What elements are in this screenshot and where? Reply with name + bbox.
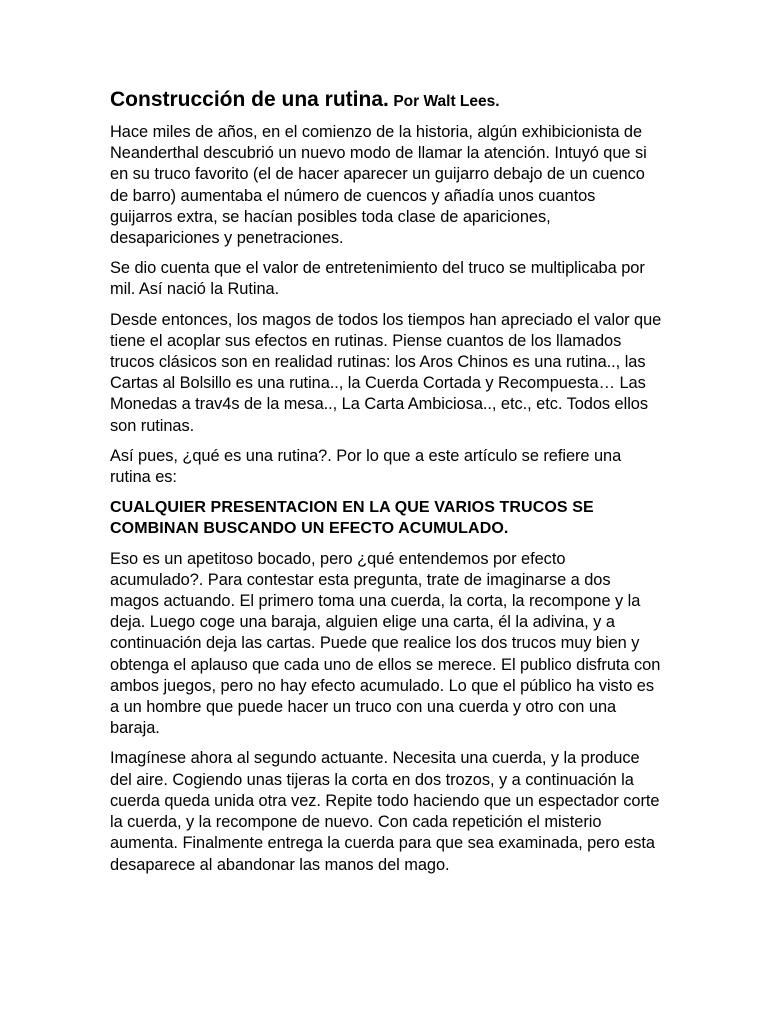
document-heading bbox=[110, 86, 662, 116]
paragraph-6: Eso es un apetitoso bocado, pero ¿qué entendemos por efecto acumulado?. Para contestar esta pregunta, trate de imaginarse a dos magos actuando. El primero toma una cuerda, la corta, la recompone y la deja. Luego coge una baraja, alguien elige una carta, él la adivina, y a continuación deja las cartas. Puede que realice los dos trucos muy bien y obtenga el aplauso que cada uno de ellos se merece. El publico disfruta con ambos juegos, pero no hay efecto acumulado. Lo que el público ha visto es a un hombre que puede hacer un truco con una cuerda y otro con una baraja. bbox=[110, 549, 661, 738]
document-author: Por Walt Lees. bbox=[393, 93, 500, 110]
routine-definition: CUALQUIER PRESENTACION EN LA QUE VARIOS TRUCOS SE COMBINAN BUSCANDO UN EFECTO ACUMULADO. bbox=[110, 499, 594, 538]
paragraph-1: Hace miles de años, en el comienzo de la historia, algún exhibicionista de Neanderthal descubrió un nuevo modo de llamar la atención. Intuyó que si en su truco favorito (el de hacer aparecer un guijarro debajo de un cuenco de barro) aumentaba el número de cuencos y añadía unos cuantos guijarros extra, se hacían posibles toda clase de apariciones, desapariciones y penetraciones. bbox=[110, 123, 647, 248]
paragraph-7: Imagínese ahora al segundo actuante. Necesita una cuerda, y la produce del aire. Cogiendo unas tijeras la corta en dos trozos, y a continuación la cuerda queda unida otra vez. Repite todo haciendo que un espectador corte la cuerda, y la recompone de nuevo. Con cada repetición el misterio aumenta. Finalmente entrega la cuerda para que sea examinada, pero esta desaparece al abandonar las manos del mago. bbox=[110, 749, 660, 874]
paragraph-4: Así pues, ¿qué es una rutina?. Por lo que a este artículo se refiere una rutina es: bbox=[110, 446, 622, 487]
paragraph-2: Se dio cuenta que el valor de entretenimiento del truco se multiplicaba por mil. Así nació la Rutina. bbox=[110, 259, 645, 299]
document-title: Construcción de una rutina. bbox=[110, 88, 389, 111]
document-page bbox=[110, 86, 662, 885]
paragraph-3: Desde entonces, los magos de todos los tiempos han apreciado el valor que tiene el acoplar sus efectos en rutinas. Piense cuantos de los llamados trucos clásicos son en realidad rutinas: los Aros Chinos es una rutina.., las Cartas al Bolsillo es una rutina.., la Cuerda Cortada y Recompuesta… Las Monedas a trav4s de la mesa.., La Carta Ambiciosa.., etc., etc. Todos ellos son rutinas. bbox=[110, 310, 662, 435]
